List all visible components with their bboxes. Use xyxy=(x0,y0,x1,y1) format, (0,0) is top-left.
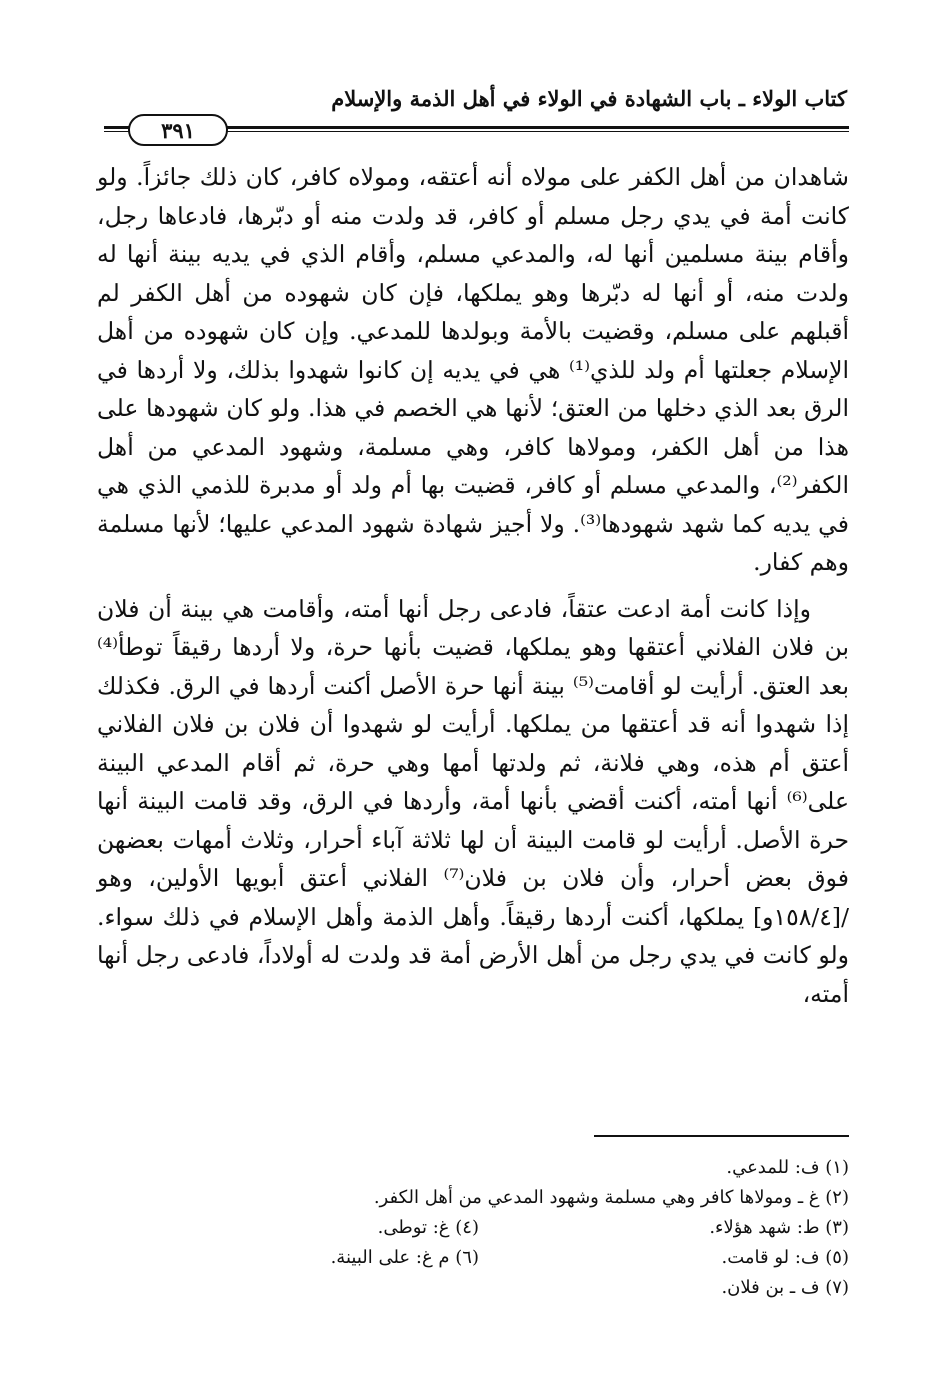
footnote-1: (١) ف: للمدعي. xyxy=(726,1157,849,1178)
footnote-row xyxy=(97,1153,849,1183)
footnote-row xyxy=(97,1213,849,1243)
footnote-row xyxy=(97,1183,849,1213)
footnote-6: (٦) م غ: على البينة. xyxy=(330,1247,479,1268)
footnote-7: (٧) ف ـ بن فلان. xyxy=(721,1277,849,1298)
page-number: ٣٩١ xyxy=(128,114,228,146)
footnote-separator xyxy=(594,1135,849,1137)
footnote-5: (٥) ف: لو قامت. xyxy=(721,1247,849,1268)
footnote-4: (٤) غ: توطى. xyxy=(377,1217,479,1238)
paragraph-1: شاهدان من أهل الكفر على مولاه أنه أعتقه، ومولاه كافر، كان ذلك جائزاً. ولو كانت أمة في يدي رجل مسلم أو كافر، قد ولدت منه أو دبّرها، فادعاها رجل، وأقام بينة مسلمين أنها له، والمدعي مسلم، وأقام الذي في يديه بينة أنها له ولدت منه، أو أنها له دبّرها وهو يملكها، فإن كان شهوده من أهل الكفر لم أقبلهم على مسلم، وقضيت بالأمة وبولدها للمدعي. وإن كان شهوده من أهل الإسلام جعلتها أم ولد للذي⁽¹⁾ هي في يديه إن كانوا شهدوا بذلك، ولا أردها في الرق بعد الذي دخلها من العتق؛ لأنها هي الخصم في هذا. ولو كان شهودها على هذا من أهل الكفر، ومولاها كافر، وهي مسلمة، وشهود المدعي من أهل الكفر⁽²⁾، والمدعي مسلم أو كافر، قضيت بها أم ولد أو مدبرة للذمي الذي هي في يديه كما شهد شهودها⁽³⁾. ولا أجيز شهادة شهود المدعي عليها؛ لأنها مسلمة وهم كفار. xyxy=(97,163,850,576)
footnote-3: (٣) ط: شهد هؤلاء. xyxy=(709,1217,849,1238)
footnotes xyxy=(97,1153,849,1303)
paragraph-2: وإذا كانت أمة ادعت عتقاً، فادعى رجل أنها أمته، وأقامت هي بينة أن فلان بن فلان الفلاني أعتقها وهو يملكها، قضيت بأنها حرة، ولا أردها رقيقاً توطأ⁽⁴⁾ بعد العتق. أرأيت لو أقامت⁽⁵⁾ بينة أنها حرة الأصل أكنت أردها في الرق. فكذلك إذا شهدوا أنه قد أعتقها من يملكها. أرأيت لو شهدوا أن فلان بن فلان الفلاني أعتق أم هذه، وهي فلانة، ثم ولدتها أمها وهي حرة، ثم أقام المدعي البينة على⁽⁶⁾ أنها أمته، أكنت أقضي بأنها أمة، وأردها في الرق، وقد قامت البينة أنها حرة الأصل. أرأيت لو قامت البينة أن لها ثلاثة آباء أحرار، وثلاث أمهات بعضهن فوق بعض أحرار، وأن فلان بن فلان⁽⁷⁾ الفلاني أعتق أبويها الأولين، وهو /[١٥٨/٤و] يملكها، أكنت أردها رقيقاً. وأهل الذمة وأهل الإسلام في ذلك سواء. ولو كانت في يدي رجل من أهل الأرض أمة قد ولدت له أولاداً، فادعى رجل أنها أمته، xyxy=(97,594,850,1008)
footnote-row xyxy=(97,1243,849,1273)
running-title: كتاب الولاء ـ باب الشهادة في الولاء في أهل الذمة والإسلام xyxy=(331,86,847,111)
footnote-row xyxy=(97,1273,849,1303)
footnote-2: (٢) غ ـ ومولاها كافر وهي مسلمة وشهود المدعي من أهل الكفر. xyxy=(373,1187,849,1208)
main-text xyxy=(97,158,849,1013)
